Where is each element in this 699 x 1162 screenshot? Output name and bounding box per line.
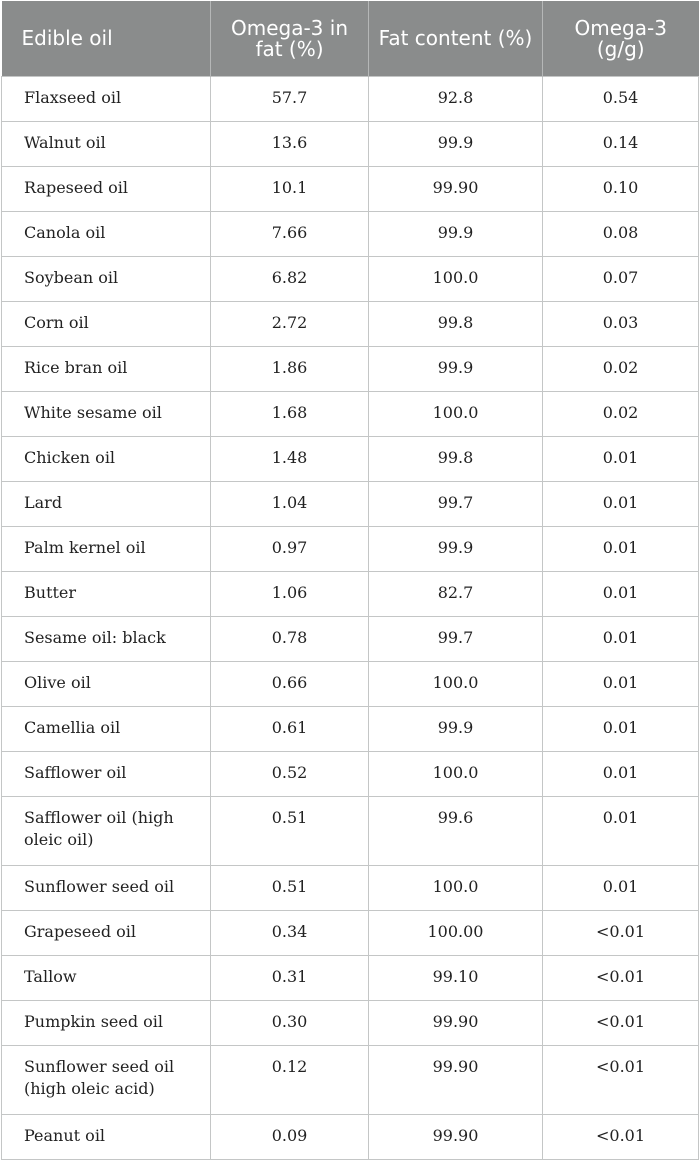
cell-oil-name: Soybean oil xyxy=(2,257,211,302)
cell-omega3-in-fat: 6.82 xyxy=(211,257,369,302)
cell-omega3-gg: 0.01 xyxy=(543,482,699,527)
cell-oil-name: Corn oil xyxy=(2,302,211,347)
cell-oil-name: Palm kernel oil xyxy=(2,527,211,572)
cell-fat-content: 99.90 xyxy=(369,1046,543,1115)
cell-omega3-gg: <0.01 xyxy=(543,911,699,956)
cell-omega3-in-fat: 0.31 xyxy=(211,956,369,1001)
cell-omega3-in-fat: 0.12 xyxy=(211,1046,369,1115)
cell-omega3-gg: 0.01 xyxy=(543,617,699,662)
cell-oil-name: Chicken oil xyxy=(2,437,211,482)
cell-fat-content: 99.7 xyxy=(369,482,543,527)
cell-fat-content: 99.9 xyxy=(369,212,543,257)
cell-fat-content: 99.9 xyxy=(369,347,543,392)
cell-omega3-in-fat: 1.68 xyxy=(211,392,369,437)
header-edible-oil: Edible oil xyxy=(2,1,211,77)
cell-omega3-gg: <0.01 xyxy=(543,1115,699,1160)
cell-fat-content: 100.0 xyxy=(369,257,543,302)
cell-fat-content: 99.8 xyxy=(369,302,543,347)
table-row xyxy=(2,1046,699,1115)
table-row xyxy=(2,347,699,392)
cell-oil-name: Sesame oil: black xyxy=(2,617,211,662)
table-row xyxy=(2,167,699,212)
cell-oil-name: Rapeseed oil xyxy=(2,167,211,212)
cell-omega3-gg: 0.54 xyxy=(543,77,699,122)
cell-fat-content: 82.7 xyxy=(369,572,543,617)
header-row xyxy=(2,1,699,77)
table-row xyxy=(2,302,699,347)
table-row xyxy=(2,527,699,572)
cell-oil-name: Sunflower seed oil (high oleic acid) xyxy=(2,1046,211,1115)
table-row xyxy=(2,662,699,707)
cell-oil-name: Camellia oil xyxy=(2,707,211,752)
table-row xyxy=(2,1115,699,1160)
cell-oil-name: Safflower oil xyxy=(2,752,211,797)
cell-oil-name: Peanut oil xyxy=(2,1115,211,1160)
cell-fat-content: 92.8 xyxy=(369,77,543,122)
table-row xyxy=(2,212,699,257)
cell-oil-name: Grapeseed oil xyxy=(2,911,211,956)
table-row xyxy=(2,77,699,122)
cell-omega3-gg: 0.01 xyxy=(543,437,699,482)
cell-omega3-gg: 0.14 xyxy=(543,122,699,167)
cell-omega3-gg: 0.01 xyxy=(543,707,699,752)
cell-omega3-in-fat: 0.09 xyxy=(211,1115,369,1160)
cell-oil-name: Sunflower seed oil xyxy=(2,866,211,911)
cell-oil-name: Canola oil xyxy=(2,212,211,257)
cell-omega3-in-fat: 0.97 xyxy=(211,527,369,572)
table-row xyxy=(2,572,699,617)
cell-omega3-gg: <0.01 xyxy=(543,1046,699,1115)
cell-fat-content: 100.00 xyxy=(369,911,543,956)
cell-fat-content: 99.6 xyxy=(369,797,543,866)
cell-omega3-in-fat: 1.04 xyxy=(211,482,369,527)
cell-fat-content: 100.0 xyxy=(369,752,543,797)
cell-oil-name: Flaxseed oil xyxy=(2,77,211,122)
cell-oil-name: Olive oil xyxy=(2,662,211,707)
table-row xyxy=(2,392,699,437)
cell-fat-content: 99.7 xyxy=(369,617,543,662)
header-omega3-gg: Omega-3 (g/g) xyxy=(543,1,699,77)
cell-omega3-in-fat: 2.72 xyxy=(211,302,369,347)
cell-omega3-in-fat: 7.66 xyxy=(211,212,369,257)
cell-oil-name: Tallow xyxy=(2,956,211,1001)
cell-omega3-gg: 0.01 xyxy=(543,527,699,572)
cell-oil-name: White sesame oil xyxy=(2,392,211,437)
cell-fat-content: 99.8 xyxy=(369,437,543,482)
cell-omega3-in-fat: 0.51 xyxy=(211,866,369,911)
cell-omega3-in-fat: 0.61 xyxy=(211,707,369,752)
cell-fat-content: 100.0 xyxy=(369,392,543,437)
cell-omega3-in-fat: 0.52 xyxy=(211,752,369,797)
table-row xyxy=(2,752,699,797)
cell-omega3-gg: 0.02 xyxy=(543,347,699,392)
cell-fat-content: 99.90 xyxy=(369,167,543,212)
cell-omega3-gg: 0.10 xyxy=(543,167,699,212)
cell-fat-content: 100.0 xyxy=(369,866,543,911)
cell-omega3-gg: 0.08 xyxy=(543,212,699,257)
table-body xyxy=(2,77,699,1160)
cell-fat-content: 99.9 xyxy=(369,122,543,167)
cell-omega3-gg: 0.01 xyxy=(543,797,699,866)
cell-fat-content: 99.9 xyxy=(369,707,543,752)
cell-fat-content: 99.10 xyxy=(369,956,543,1001)
table-row xyxy=(2,707,699,752)
table-row xyxy=(2,617,699,662)
table-row xyxy=(2,911,699,956)
cell-omega3-in-fat: 0.34 xyxy=(211,911,369,956)
cell-omega3-in-fat: 1.86 xyxy=(211,347,369,392)
cell-omega3-in-fat: 1.06 xyxy=(211,572,369,617)
cell-oil-name: Butter xyxy=(2,572,211,617)
cell-omega3-gg: <0.01 xyxy=(543,1001,699,1046)
table-header xyxy=(2,1,699,77)
cell-omega3-in-fat: 57.7 xyxy=(211,77,369,122)
cell-omega3-in-fat: 1.48 xyxy=(211,437,369,482)
cell-oil-name: Safflower oil (high oleic oil) xyxy=(2,797,211,866)
cell-omega3-gg: 0.02 xyxy=(543,392,699,437)
table-row xyxy=(2,437,699,482)
table-row xyxy=(2,1001,699,1046)
cell-omega3-gg: <0.01 xyxy=(543,956,699,1001)
cell-oil-name: Lard xyxy=(2,482,211,527)
table-row xyxy=(2,866,699,911)
table-row xyxy=(2,257,699,302)
cell-omega3-gg: 0.01 xyxy=(543,752,699,797)
cell-omega3-gg: 0.03 xyxy=(543,302,699,347)
cell-fat-content: 99.90 xyxy=(369,1001,543,1046)
table-row xyxy=(2,956,699,1001)
cell-omega3-gg: 0.01 xyxy=(543,662,699,707)
table-row xyxy=(2,482,699,527)
cell-omega3-gg: 0.01 xyxy=(543,866,699,911)
cell-fat-content: 99.90 xyxy=(369,1115,543,1160)
table-row xyxy=(2,797,699,866)
cell-omega3-in-fat: 10.1 xyxy=(211,167,369,212)
cell-omega3-in-fat: 0.51 xyxy=(211,797,369,866)
cell-oil-name: Rice bran oil xyxy=(2,347,211,392)
cell-fat-content: 100.0 xyxy=(369,662,543,707)
cell-omega3-gg: 0.07 xyxy=(543,257,699,302)
cell-fat-content: 99.9 xyxy=(369,527,543,572)
cell-oil-name: Walnut oil xyxy=(2,122,211,167)
header-omega3-in-fat: Omega-3 in fat (%) xyxy=(211,1,369,77)
table-row xyxy=(2,122,699,167)
header-fat-content: Fat content (%) xyxy=(369,1,543,77)
cell-omega3-in-fat: 0.30 xyxy=(211,1001,369,1046)
cell-omega3-in-fat: 13.6 xyxy=(211,122,369,167)
cell-oil-name: Pumpkin seed oil xyxy=(2,1001,211,1046)
cell-omega3-in-fat: 0.78 xyxy=(211,617,369,662)
cell-omega3-gg: 0.01 xyxy=(543,572,699,617)
omega3-oil-table xyxy=(1,1,699,1160)
cell-omega3-in-fat: 0.66 xyxy=(211,662,369,707)
